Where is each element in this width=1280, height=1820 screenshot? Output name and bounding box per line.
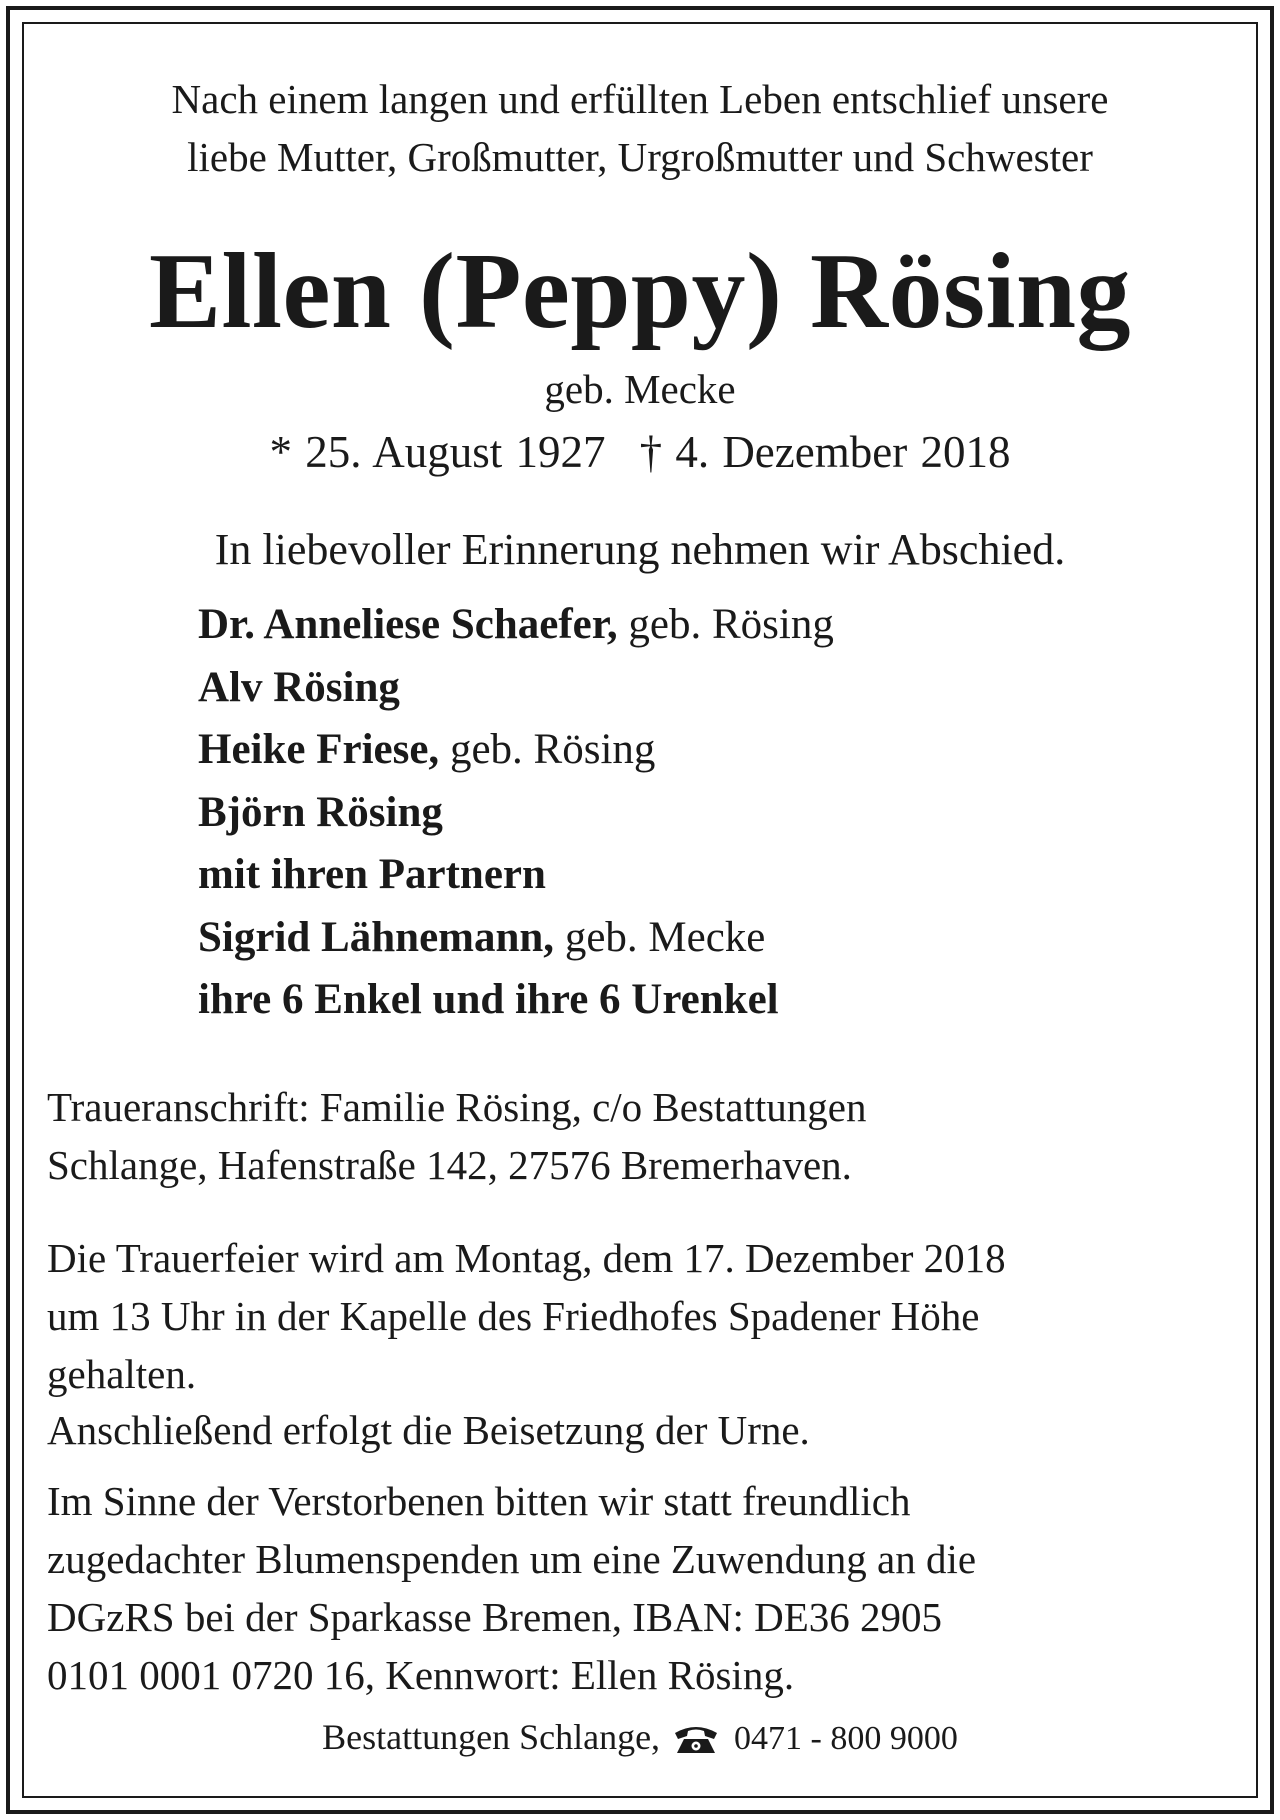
- death-date: † 4. Dezember 2018: [639, 427, 1011, 477]
- mourner-item: [198, 719, 1198, 782]
- phone-number: 0471 - 800 9000: [734, 1720, 958, 1757]
- mourner-item: [198, 907, 1198, 970]
- mourner-item: [198, 782, 1198, 845]
- telephone-icon: [670, 1720, 722, 1766]
- address-line-1: Traueranschrift: Familie Rösing, c/o Bestattungen: [47, 1084, 867, 1130]
- mourner-name: mit ihren Partnern: [198, 851, 546, 898]
- mourner-item: [198, 657, 1198, 720]
- mourner-name: Björn Rösing: [198, 788, 443, 836]
- ceremony-line-2: um 13 Uhr in der Kapelle des Friedhofes Spadener Höhe: [47, 1293, 980, 1339]
- intro-line-1: Nach einem langen und erfüllten Leben entschlief unsere: [171, 76, 1109, 122]
- donation-line-4: 0101 0001 0720 16, Kennwort: Ellen Rösing.: [47, 1652, 795, 1698]
- donation-line-2: zugedachter Blumenspenden um eine Zuwendung an die: [47, 1536, 977, 1582]
- deceased-name: Ellen (Peppy) Rösing: [148, 232, 1132, 351]
- mourner-item: [198, 594, 1198, 657]
- intro-text: [44, 70, 1236, 186]
- funeral-ceremony-info: [47, 1229, 1237, 1403]
- mourners-list: [198, 594, 1198, 1032]
- donation-info: [47, 1472, 1237, 1704]
- birth-name: geb. Mecke: [544, 366, 736, 412]
- donation-line-3: DGzRS bei der Sparkasse Bremen, IBAN: DE36 2905: [47, 1594, 943, 1640]
- ceremony-line-1: Die Trauerfeier wird am Montag, dem 17. Dezember 2018: [47, 1235, 1006, 1281]
- mourner-name: ihre 6 Enkel und ihre 6 Urenkel: [198, 976, 779, 1023]
- mourner-name: Dr. Anneliese Schaefer,: [198, 601, 618, 648]
- life-dates: [44, 422, 1236, 482]
- intro-line-2: liebe Mutter, Großmutter, Urgroßmutter und Schwester: [187, 134, 1093, 180]
- mourner-suffix: geb. Rösing: [439, 726, 656, 773]
- mourner-name: Alv Rösing: [198, 663, 400, 711]
- birth-date: * 25. August 1927: [269, 427, 606, 477]
- urn-burial-info: Anschließend erfolgt die Beisetzung der Urne.: [47, 1407, 810, 1453]
- donation-line-1: Im Sinne der Verstorbenen bitten wir statt freundlich: [47, 1478, 911, 1524]
- mourning-address: [47, 1078, 1237, 1194]
- ceremony-line-3: gehalten.: [47, 1351, 197, 1397]
- farewell-text: In liebevoller Erinnerung nehmen wir Abschied.: [214, 525, 1066, 574]
- mourner-name: Sigrid Lähnemann,: [198, 913, 555, 961]
- mourner-item: [198, 969, 1198, 1032]
- funeral-home-name: Bestattungen Schlange,: [322, 1717, 661, 1757]
- address-line-2: Schlange, Hafenstraße 142, 27576 Bremerhaven.: [47, 1142, 852, 1188]
- mourner-item: [198, 844, 1198, 907]
- funeral-home-footer: [44, 1714, 1236, 1766]
- mourner-suffix: geb. Mecke: [554, 913, 766, 961]
- mourner-name: Heike Friese,: [198, 726, 440, 773]
- mourner-suffix: geb. Rösing: [617, 601, 834, 648]
